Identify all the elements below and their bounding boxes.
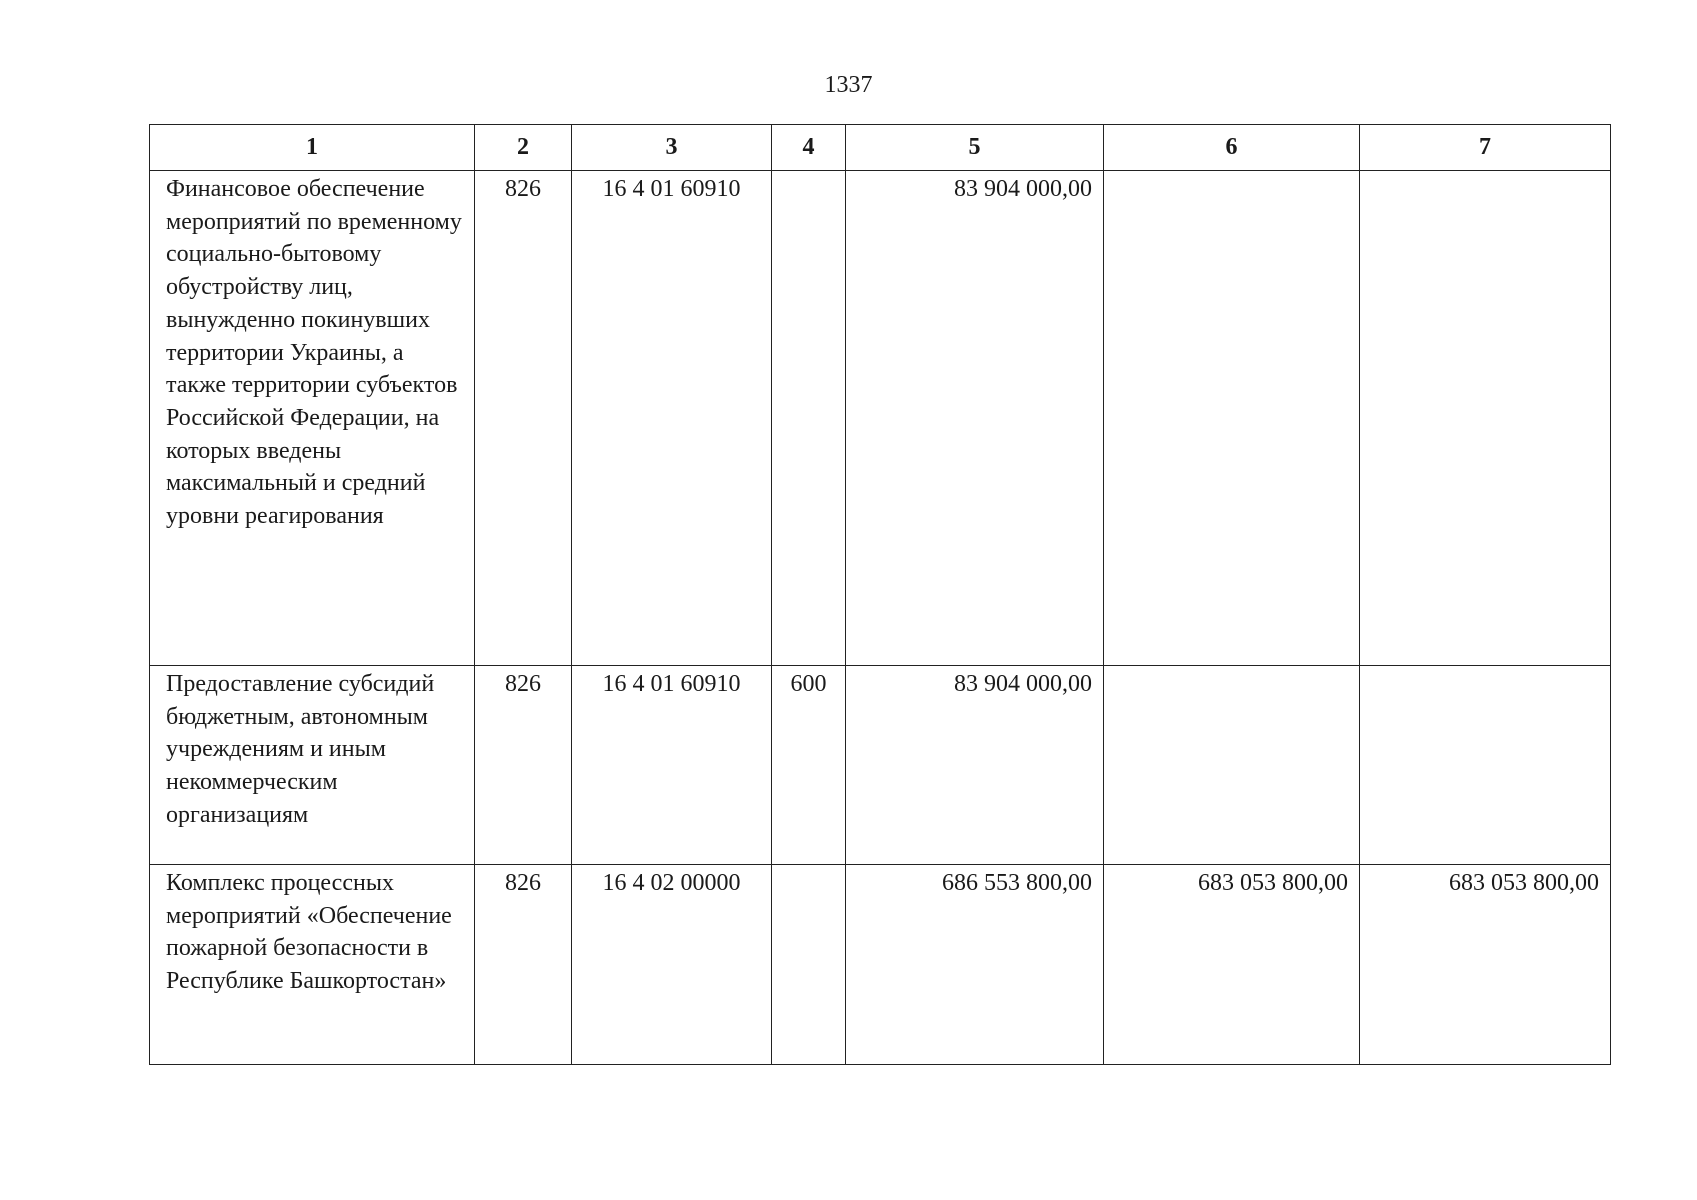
- table-row: [150, 171, 1611, 666]
- row-name-cell: Финансовое обеспечение мероприятий по временному социально-бытовому обустройству лиц, вынужденно покинувших территории Украины, а также территории субъектов Российской Федерации, на которых введены максимальный и средний уровни реагирования: [150, 171, 475, 666]
- table-row: [150, 666, 1611, 865]
- row-col4-cell: [772, 865, 846, 1065]
- row-col2-cell: 826: [475, 865, 572, 1065]
- row-col2-cell: 826: [475, 171, 572, 666]
- row-col7-cell: 683 053 800,00: [1360, 865, 1611, 1065]
- row-col2-cell: 826: [475, 666, 572, 865]
- table-body: [150, 171, 1611, 1065]
- column-header-6: 6: [1104, 125, 1360, 171]
- row-col4-cell: [772, 171, 846, 666]
- row-name-cell: Предоставление субсидий бюджетным, автономным учреждениям и иным некоммерческим организациям: [150, 666, 475, 865]
- row-col6-cell: [1104, 171, 1360, 666]
- header-row: [150, 125, 1611, 171]
- column-header-1: 1: [150, 125, 475, 171]
- column-header-7: 7: [1360, 125, 1611, 171]
- table-row: [150, 865, 1611, 1065]
- row-col6-cell: 683 053 800,00: [1104, 865, 1360, 1065]
- row-name-cell: Комплекс процессных мероприятий «Обеспечение пожарной безопасности в Республике Башкортостан»: [150, 865, 475, 1065]
- row-col3-cell: 16 4 01 60910: [572, 171, 772, 666]
- row-col3-cell: 16 4 01 60910: [572, 666, 772, 865]
- column-header-5: 5: [846, 125, 1104, 171]
- page-number: 1337: [824, 72, 873, 98]
- row-col7-cell: [1360, 171, 1611, 666]
- column-header-3: 3: [572, 125, 772, 171]
- column-header-4: 4: [772, 125, 846, 171]
- row-col3-cell: 16 4 02 00000: [572, 865, 772, 1065]
- row-col4-cell: 600: [772, 666, 846, 865]
- table-header: [150, 125, 1611, 171]
- row-col6-cell: [1104, 666, 1360, 865]
- row-col5-cell: 83 904 000,00: [846, 171, 1104, 666]
- row-col7-cell: [1360, 666, 1611, 865]
- row-col5-cell: 686 553 800,00: [846, 865, 1104, 1065]
- column-header-2: 2: [475, 125, 572, 171]
- budget-table: [149, 124, 1611, 1065]
- row-col5-cell: 83 904 000,00: [846, 666, 1104, 865]
